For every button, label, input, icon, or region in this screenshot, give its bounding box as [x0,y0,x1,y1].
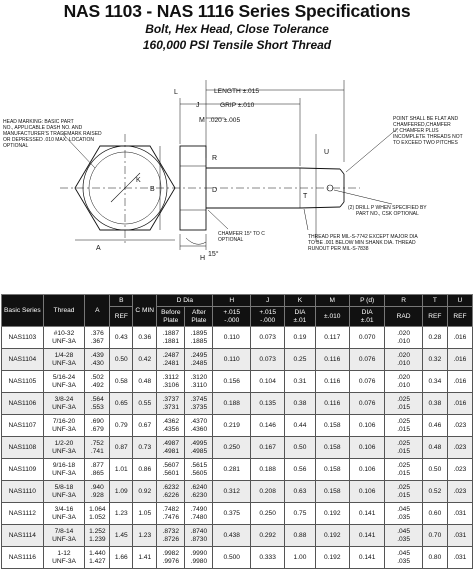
svg-text:NO., APPLICABLE DASH NO. AND: NO., APPLICABLE DASH NO. AND [3,125,83,131]
r-cell: .045 .035 [385,503,423,525]
svg-text:INCOMPLETE THREADS NOT: INCOMPLETE THREADS NOT [393,134,463,140]
a-cell: 1.064 1.052 [85,503,110,525]
d-before-cell: .9982 .9976 [157,547,185,569]
svg-text:RUNOUT PER MIL-S-7838: RUNOUT PER MIL-S-7838 [308,246,369,252]
t-cell: 0.60 [422,503,447,525]
a-cell: 1.252 1.239 [85,525,110,547]
thread-cell: 1/4-28 UNF-3A [43,349,85,371]
b-cell: 1.45 [110,525,133,547]
d-after-cell: .3120 .3110 [185,371,213,393]
a-cell: .690 .679 [85,415,110,437]
col-a: A [85,295,110,327]
u-cell: .023 [447,481,472,503]
col-u-ref: REF [447,307,472,327]
col-r: R [385,295,423,307]
grip-dimension: GRIP ±.010 [220,102,255,109]
p-cell: 0.076 [349,393,384,415]
bolt-technical-drawing [0,58,474,290]
col-b-ref: REF [110,307,133,327]
series-cell: NAS1107 [2,415,44,437]
dim-letter-j: J [196,102,200,109]
col-thread: Thread [43,295,85,327]
dim-letter-u: U [324,149,330,156]
dim-letter-m: M [199,117,205,124]
a-cell: .502 .492 [85,371,110,393]
j-cell: 0.188 [250,459,284,481]
d-after-cell: .3745 .3735 [185,393,213,415]
col-c-min: C MIN [133,295,157,327]
h-cell: 0.188 [213,393,251,415]
thread-cell: 7/8-14 UNF-3A [43,525,85,547]
chamfer-note [218,231,265,243]
r-cell: .020 .010 [385,349,423,371]
h-cell: 0.500 [213,547,251,569]
d-before-cell: .5607 .5601 [157,459,185,481]
t-cell: 0.52 [422,481,447,503]
m-cell: 0.158 [315,459,349,481]
table-row [2,327,473,349]
page-title: NAS 1103 - NAS 1116 Series Specifications [63,1,411,21]
j-cell: 0.073 [250,327,284,349]
col-d-after-plate: After Plate [185,307,213,327]
c-min-cell: 0.55 [133,393,157,415]
col-d-before-plate: Before Plate [157,307,185,327]
thread-cell: 9/16-18 UNF-3A [43,459,85,481]
thread-cell: 3/8-24 UNF-3A [43,393,85,415]
table-row [2,481,473,503]
b-cell: 0.58 [110,371,133,393]
h-cell: 0.281 [213,459,251,481]
c-min-cell: 0.42 [133,349,157,371]
dim-letter-l: L [174,89,178,96]
p-cell: 0.106 [349,437,384,459]
series-cell: NAS1106 [2,393,44,415]
r-cell: .025 .015 [385,481,423,503]
svg-text:TO BE .001 BELOW MIN SHANK DIA: TO BE .001 BELOW MIN SHANK DIA. THREAD [308,240,416,246]
j-cell: 0.073 [250,349,284,371]
j-cell: 0.208 [250,481,284,503]
j-cell: 0.167 [250,437,284,459]
dim-letter-k: K [136,177,141,184]
table-row [2,547,473,569]
svg-text:CHAMFERED,CHAMFER: CHAMFERED,CHAMFER [393,122,451,128]
dim-letter-t: T [303,193,308,200]
u-cell: .016 [447,371,472,393]
thread-cell: #10-32 UNF-3A [43,327,85,349]
u-cell: .023 [447,415,472,437]
d-after-cell: .8740 .8730 [185,525,213,547]
table-row [2,349,473,371]
d-after-cell: .9990 .9980 [185,547,213,569]
j-cell: 0.146 [250,415,284,437]
u-cell: .031 [447,503,472,525]
col-k-tol: DIA ±.01 [285,307,315,327]
point-note [393,116,463,146]
thread-cell: 5/8-18 UNF-3A [43,481,85,503]
j-cell: 0.135 [250,393,284,415]
b-cell: 1.01 [110,459,133,481]
col-b: B [110,295,133,307]
h-cell: 0.312 [213,481,251,503]
drill-note [348,205,427,217]
b-cell: 0.65 [110,393,133,415]
dim-letter-b: B [150,186,155,193]
col-m: M [315,295,349,307]
u-cell: .016 [447,393,472,415]
col-t-ref: REF [422,307,447,327]
c-min-cell: 0.92 [133,481,157,503]
svg-text:U; CHAMFER PLUS: U; CHAMFER PLUS [393,128,439,134]
m-cell: 0.116 [315,349,349,371]
table-row [2,393,473,415]
t-cell: 0.48 [422,437,447,459]
col-u: U [447,295,472,307]
t-cell: 0.80 [422,547,447,569]
r-cell: .025 .015 [385,459,423,481]
d-before-cell: .3112 .3106 [157,371,185,393]
d-after-cell: .6240 .6230 [185,481,213,503]
k-cell: 0.19 [285,327,315,349]
series-cell: NAS1109 [2,459,44,481]
specifications-table [1,294,473,569]
c-min-cell: 0.36 [133,327,157,349]
dim-letter-d: D [212,187,218,194]
thread-note [308,234,418,252]
dim-letter-h: H [200,255,206,262]
j-cell: 0.250 [250,503,284,525]
table-row [2,525,473,547]
a-cell: .564 .553 [85,393,110,415]
p-cell: 0.106 [349,481,384,503]
u-cell: .031 [447,525,472,547]
col-j-tol: +.015 -.000 [250,307,284,327]
r-cell: .020 .010 [385,371,423,393]
d-before-cell: .7482 .7476 [157,503,185,525]
t-cell: 0.32 [422,349,447,371]
m-cell: 0.117 [315,327,349,349]
series-cell: NAS1110 [2,481,44,503]
a-cell: .376 .367 [85,327,110,349]
table-row [2,371,473,393]
page-subtitle-tensile: 160,000 PSI Tensile Short Thread [142,38,332,52]
thread-cell: 3/4-16 UNF-3A [43,503,85,525]
p-cell: 0.141 [349,503,384,525]
t-cell: 0.34 [422,371,447,393]
h-cell: 0.438 [213,525,251,547]
col-basic-series: Basic Series [2,295,44,327]
c-min-cell: 0.73 [133,437,157,459]
series-cell: NAS1112 [2,503,44,525]
table-row [2,415,473,437]
thread-cell: 1/2-20 UNF-3A [43,437,85,459]
h-cell: 0.110 [213,327,251,349]
m-cell: 0.116 [315,371,349,393]
m-cell: 0.116 [315,393,349,415]
m-cell: 0.158 [315,415,349,437]
k-cell: 0.31 [285,371,315,393]
dim-letter-r: R [212,155,218,162]
k-cell: 0.88 [285,525,315,547]
k-cell: 0.44 [285,415,315,437]
j-cell: 0.104 [250,371,284,393]
c-min-cell: 0.67 [133,415,157,437]
d-after-cell: .4370 .4360 [185,415,213,437]
d-before-cell: .6232 .6226 [157,481,185,503]
d-before-cell: .1887 .1881 [157,327,185,349]
m-cell: 0.158 [315,437,349,459]
series-cell: NAS1108 [2,437,44,459]
col-p-tol: DIA ±.01 [349,307,384,327]
u-cell: .031 [447,547,472,569]
k-cell: 0.25 [285,349,315,371]
p-cell: 0.106 [349,459,384,481]
d-before-cell: .2487 .2481 [157,349,185,371]
series-cell: NAS1104 [2,349,44,371]
p-cell: 0.141 [349,547,384,569]
d-before-cell: .4362 .4356 [157,415,185,437]
k-cell: 1.00 [285,547,315,569]
svg-text:HEAD MARKING: BASIC PART: HEAD MARKING: BASIC PART [3,119,74,125]
c-min-cell: 1.23 [133,525,157,547]
series-cell: NAS1103 [2,327,44,349]
c-min-cell: 1.05 [133,503,157,525]
page-subtitle-type: Bolt, Hex Head, Close Tolerance [145,22,329,36]
col-d-dia: D Dia [157,295,213,307]
b-cell: 0.79 [110,415,133,437]
p-cell: 0.106 [349,415,384,437]
p-cell: 0.141 [349,525,384,547]
a-cell: .877 .865 [85,459,110,481]
b-cell: 0.43 [110,327,133,349]
c-min-cell: 0.48 [133,371,157,393]
head-marking-note [3,119,102,149]
b-cell: 1.23 [110,503,133,525]
u-cell: .016 [447,327,472,349]
col-m-tol: ±.010 [315,307,349,327]
series-cell: NAS1105 [2,371,44,393]
h-cell: 0.250 [213,437,251,459]
d-after-cell: .4995 .4985 [185,437,213,459]
svg-text:OR DEPRESSED .010 MAX. LOCATIO: OR DEPRESSED .010 MAX. LOCATION [3,137,95,143]
h-cell: 0.375 [213,503,251,525]
table-row [2,437,473,459]
svg-text:(2) DRILL P WHEN SPECIFIED BY: (2) DRILL P WHEN SPECIFIED BY [348,205,427,211]
dim-letter-a: A [96,245,101,252]
r-cell: .045 .035 [385,525,423,547]
svg-text:PART NO., CSK OPTIONAL: PART NO., CSK OPTIONAL [356,211,419,217]
m-cell: 0.192 [315,525,349,547]
svg-text:OPTIONAL: OPTIONAL [218,237,244,243]
d-before-cell: .3737 .3731 [157,393,185,415]
u-cell: .023 [447,459,472,481]
col-h: H [213,295,251,307]
col-k: K [285,295,315,307]
series-cell: NAS1116 [2,547,44,569]
r-cell: .025 .015 [385,437,423,459]
r-cell: .045 .035 [385,547,423,569]
c-min-cell: 0.86 [133,459,157,481]
h-cell: 0.219 [213,415,251,437]
col-h-tol: +.015 -.000 [213,307,251,327]
d-after-cell: .5615 .5605 [185,459,213,481]
series-cell: NAS1114 [2,525,44,547]
j-cell: 0.333 [250,547,284,569]
svg-text:CHAMFER 15° TO C: CHAMFER 15° TO C [218,231,265,237]
table-header-row-1 [2,295,473,307]
b-cell: 0.50 [110,349,133,371]
grip-tolerance: .020 ±.005 [209,117,241,124]
k-cell: 0.63 [285,481,315,503]
d-after-cell: .7490 .7480 [185,503,213,525]
c-min-cell: 1.41 [133,547,157,569]
p-cell: 0.070 [349,327,384,349]
t-cell: 0.50 [422,459,447,481]
length-dimension: LENGTH ±.015 [214,88,260,95]
col-p: P (d) [349,295,384,307]
h-cell: 0.156 [213,371,251,393]
svg-text:OPTIONAL: OPTIONAL [3,143,29,149]
b-cell: 1.09 [110,481,133,503]
t-cell: 0.38 [422,393,447,415]
u-cell: .016 [447,349,472,371]
d-after-cell: .1895 .1885 [185,327,213,349]
t-cell: 0.70 [422,525,447,547]
t-cell: 0.46 [422,415,447,437]
a-cell: .940 .928 [85,481,110,503]
j-cell: 0.292 [250,525,284,547]
thread-cell: 7/16-20 UNF-3A [43,415,85,437]
a-cell: .439 .430 [85,349,110,371]
k-cell: 0.38 [285,393,315,415]
table-row [2,459,473,481]
table-row [2,503,473,525]
p-cell: 0.076 [349,349,384,371]
m-cell: 0.192 [315,547,349,569]
svg-text:TO EXCEED TWO PITCHES: TO EXCEED TWO PITCHES [393,140,458,146]
k-cell: 0.75 [285,503,315,525]
m-cell: 0.192 [315,503,349,525]
thread-cell: 5/16-24 UNF-3A [43,371,85,393]
col-t: T [422,295,447,307]
b-cell: 0.87 [110,437,133,459]
thread-cell: 1-12 UNF-3A [43,547,85,569]
h-cell: 0.110 [213,349,251,371]
r-cell: .025 .015 [385,415,423,437]
d-after-cell: .2495 .2485 [185,349,213,371]
r-cell: .020 .010 [385,327,423,349]
col-r-rad: RAD [385,307,423,327]
m-cell: 0.158 [315,481,349,503]
d-before-cell: .8732 .8726 [157,525,185,547]
svg-text:THREAD PER MIL-S-7742 EXCEPT M: THREAD PER MIL-S-7742 EXCEPT MAJOR DIA [308,234,418,240]
b-cell: 1.66 [110,547,133,569]
p-cell: 0.076 [349,371,384,393]
col-j: J [250,295,284,307]
a-cell: .752 .741 [85,437,110,459]
angle-label: 15° [208,251,219,258]
t-cell: 0.28 [422,327,447,349]
svg-text:POINT SHALL BE FLAT AND: POINT SHALL BE FLAT AND [393,116,459,122]
r-cell: .025 .015 [385,393,423,415]
a-cell: 1.440 1.427 [85,547,110,569]
d-before-cell: .4987 .4981 [157,437,185,459]
svg-text:MANUFACTURER'S TRADEMARK RAISE: MANUFACTURER'S TRADEMARK RAISED [3,131,102,137]
k-cell: 0.56 [285,459,315,481]
k-cell: 0.50 [285,437,315,459]
u-cell: .023 [447,437,472,459]
